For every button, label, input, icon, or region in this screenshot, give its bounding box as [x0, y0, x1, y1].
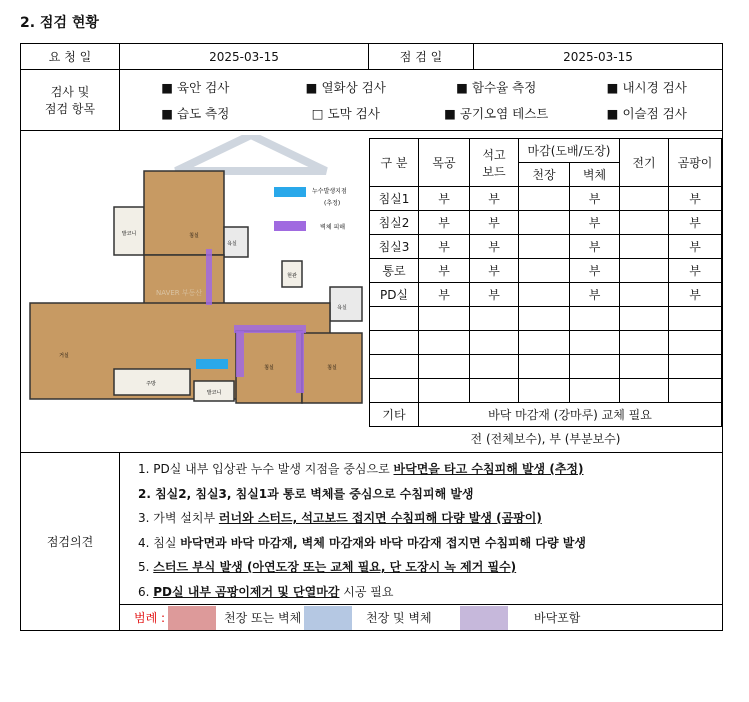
col-gubun: 구 분 [370, 139, 419, 187]
items-cell [120, 70, 723, 131]
items-label-line2: 점검 항목 [44, 102, 96, 116]
check-air: ■ 공기오염 테스트 [444, 106, 549, 121]
row-mokgong: 부 [419, 283, 470, 307]
room-label-bedroom2: 침실 [264, 365, 274, 371]
legend-title: 범례 : [134, 611, 166, 625]
opinion-emphasis: 바닥면과 바닥 마감재, 벽체 마감재와 바닥 마감재 접지면 수침피해 다량 발생 [180, 535, 586, 550]
empty-row [370, 379, 722, 403]
status-row-4 [370, 283, 722, 307]
row-seokgo: 부 [470, 259, 519, 283]
inspect-date-label: 점 검 일 [369, 44, 474, 70]
status-note: 전 (전체보수), 부 (부분보수) [470, 432, 621, 447]
watermark-roof-icon [176, 135, 326, 171]
row-elec [620, 283, 669, 307]
plan-legend-wall-swatch [274, 221, 306, 231]
row-mold: 부 [669, 187, 722, 211]
row-wall: 부 [570, 259, 620, 283]
opinion-label: 점검의견 [21, 453, 120, 631]
room-label-balcony2: 발코니 [206, 390, 222, 396]
opinion-emphasis: 바닥면을 타고 수침피해 발생 (추정) [393, 462, 584, 476]
opinion-emphasis: 러너와 스터드, 석고보드 접지면 수침피해 다량 발생 (곰팡이) [218, 511, 542, 525]
check-humidity: ■ 습도 측정 [161, 106, 230, 121]
row-mold: 부 [669, 283, 722, 307]
row-name: 침실2 [370, 211, 419, 235]
legend-swatch-purple [460, 606, 508, 630]
opinion-line-4 [138, 531, 722, 556]
status-section [21, 131, 723, 453]
opinion-line-2: 2. 침실2, 침실3, 침실1과 통로 벽체를 중심으로 수침피해 발생 [138, 486, 474, 501]
check-coating: □ 도막 검사 [311, 106, 380, 121]
row-wall: 부 [570, 283, 620, 307]
row-seokgo: 부 [470, 235, 519, 259]
status-row-1 [370, 211, 722, 235]
items-row-1 [120, 74, 722, 100]
row-ceiling [519, 235, 570, 259]
empty-row [370, 331, 722, 355]
etc-label: 기타 [370, 403, 419, 427]
wall-damage-3 [236, 331, 244, 377]
status-table [369, 138, 722, 451]
opinion-text: 6. [138, 584, 154, 599]
legend-label: 바닥포함 [534, 611, 581, 625]
check-visual: ■ 육안 검사 [161, 80, 230, 95]
items-label [21, 70, 120, 131]
row-mold: 부 [669, 235, 722, 259]
row-mokgong: 부 [419, 211, 470, 235]
row-elec [620, 187, 669, 211]
request-date-value: 2025-03-15 [120, 44, 369, 70]
plan-legend-leak-sub: (추정) [324, 200, 341, 207]
room-label-bath2: 욕실 [337, 305, 347, 311]
row-ceiling [519, 187, 570, 211]
room-label-balcony1: 발코니 [121, 231, 137, 237]
check-thermal: ■ 열화상 검사 [305, 80, 386, 95]
row-ceiling [519, 283, 570, 307]
check-endoscope: ■ 내시경 검사 [606, 80, 687, 95]
leak-marker [196, 359, 228, 369]
row-wall: 부 [570, 187, 620, 211]
status-row-3 [370, 259, 722, 283]
col-seokgo-l1: 석고 [482, 147, 506, 162]
room-label-bedroom3: 침실 [327, 365, 337, 371]
room-label-bath1: 욕실 [227, 241, 237, 247]
opinion-text: 5. [138, 560, 154, 574]
row-name: 침실3 [370, 235, 419, 259]
room-label-kitchen: 주방 [146, 381, 156, 387]
row-name: 침실1 [370, 187, 419, 211]
row-seokgo: 부 [470, 283, 519, 307]
row-elec [620, 259, 669, 283]
row-wall: 부 [570, 211, 620, 235]
row-mold: 부 [669, 211, 722, 235]
opinion-emphasis: 스터드 부식 발생 (아연도장 또는 교체 필요, 단 도장시 녹 제거 필수) [153, 560, 517, 574]
request-date-label: 요 청 일 [21, 44, 120, 70]
legend [120, 604, 722, 630]
wall-damage-1 [206, 249, 212, 305]
watermark-text: NAVER 부동산 [156, 289, 203, 297]
row-ceiling [519, 259, 570, 283]
row-seokgo: 부 [470, 211, 519, 235]
status-row-0 [370, 187, 722, 211]
status-row-2 [370, 235, 722, 259]
row-ceiling [519, 211, 570, 235]
row-elec [620, 235, 669, 259]
row-seokgo: 부 [470, 187, 519, 211]
check-moisture: ■ 함수율 측정 [456, 80, 537, 95]
col-ceiling: 천장 [519, 163, 570, 187]
wall-damage-4 [296, 331, 304, 393]
opinion-line-5 [138, 555, 722, 580]
wall-damage-2 [234, 325, 306, 333]
plan-legend-leak-label: 누수발생지점 [312, 188, 347, 195]
opinion-text: 3. 가벽 설치부 [138, 511, 219, 525]
col-seokgo-l2: 보드 [482, 164, 506, 179]
empty-row [370, 307, 722, 331]
section-title: 2. 점검 현황 [20, 15, 99, 31]
legend-label: 천장 또는 벽체 [224, 611, 302, 625]
room-label-entrance: 현관 [287, 273, 297, 279]
legend-swatch-pink [168, 606, 216, 630]
row-name: 통로 [370, 259, 419, 283]
opinion-text: 4. 침실 [138, 535, 181, 550]
room-label-living: 거실 [59, 353, 69, 359]
col-magam: 마감(도배/도장) [519, 139, 620, 163]
opinion-line-1 [138, 457, 722, 482]
items-row-2 [120, 100, 722, 126]
opinion-list [120, 453, 722, 604]
opinion-text: 시공 필요 [339, 584, 394, 599]
check-dewpoint: ■ 이슬점 검사 [606, 106, 687, 121]
col-wall: 벽체 [570, 163, 620, 187]
legend-swatch-blue [304, 606, 352, 630]
col-mold: 곰팡이 [669, 139, 722, 187]
row-name: PD실 [370, 283, 419, 307]
empty-row [370, 355, 722, 379]
plan-legend-leak-swatch [274, 187, 306, 197]
row-elec [620, 211, 669, 235]
opinion-cell [120, 453, 723, 631]
inspect-date-value: 2025-03-15 [474, 44, 723, 70]
col-mokgong: 목공 [419, 139, 470, 187]
row-mokgong: 부 [419, 187, 470, 211]
room-label-bedroom-main: 침실 [189, 233, 199, 239]
opinion-line-6 [138, 580, 722, 605]
items-label-line1: 검사 및 [50, 85, 90, 99]
plan-legend-wall-label: 벽체 피해 [320, 224, 346, 231]
col-seokgo [470, 139, 519, 187]
opinion-text: 1. PD실 내부 입상관 누수 발생 지점을 중심으로 [138, 462, 394, 476]
inspection-table [20, 43, 723, 631]
room-bath2 [330, 287, 362, 321]
col-elec: 전기 [620, 139, 669, 187]
legend-label: 천장 및 벽체 [366, 611, 432, 625]
row-wall: 부 [570, 235, 620, 259]
opinion-emphasis: PD실 내부 곰팡이제거 및 단열마감 [153, 584, 340, 599]
row-mokgong: 부 [419, 259, 470, 283]
row-mokgong: 부 [419, 235, 470, 259]
row-mold: 부 [669, 259, 722, 283]
floor-plan [26, 135, 366, 435]
etc-text: 바닥 마감재 (강마루) 교체 필요 [419, 403, 722, 427]
opinion-line-3 [138, 506, 722, 531]
room-bedroom-main [144, 171, 224, 255]
